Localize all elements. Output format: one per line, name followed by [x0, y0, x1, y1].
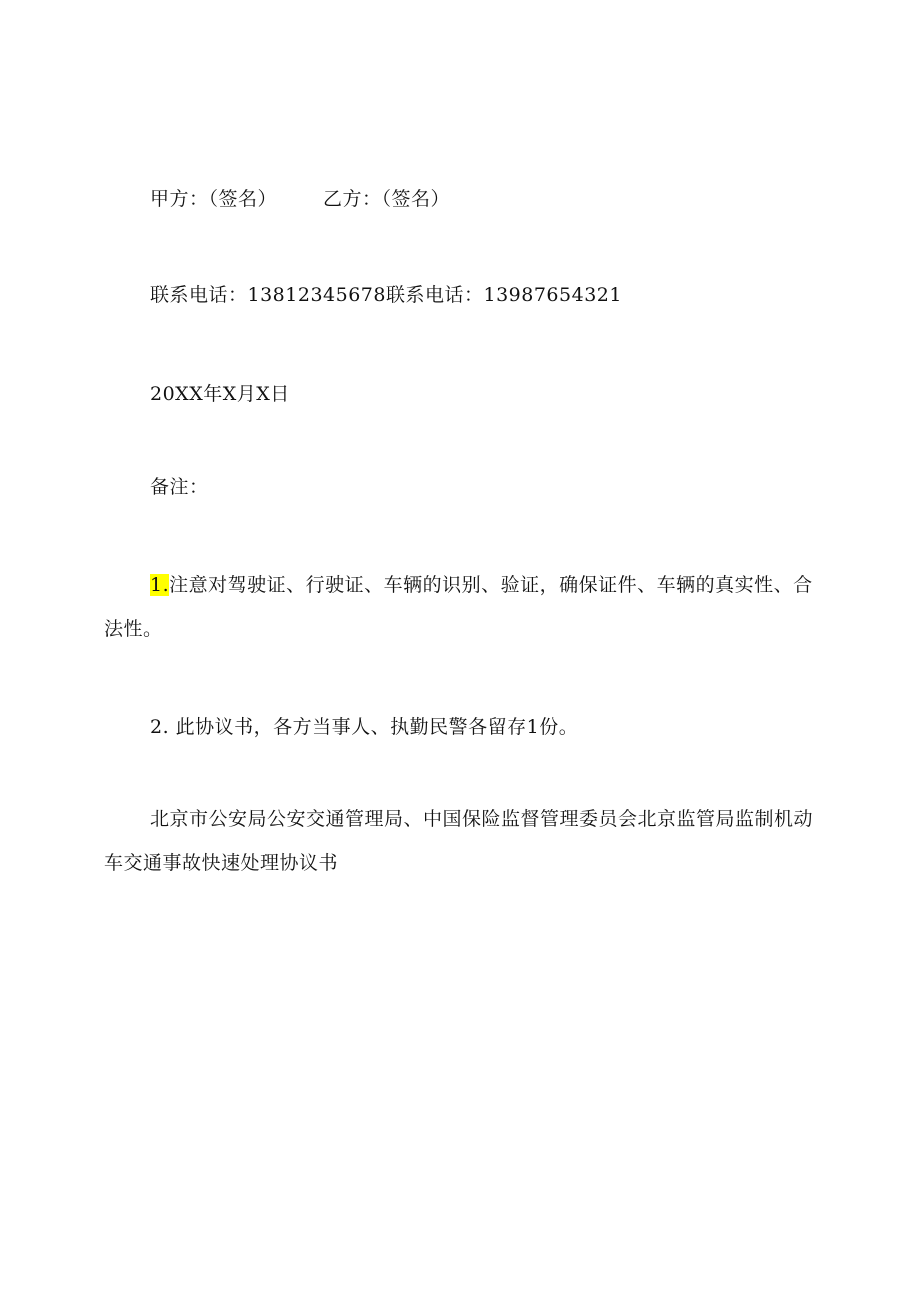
note-item-1-number: 1.: [150, 574, 170, 596]
signature-line: [150, 181, 450, 217]
footer-text: 北京市公安局公安交通管理局、中国保险监督管理委员会北京监管局监制机动车交通事故快速处理协议书: [104, 808, 814, 874]
note-item-1-text: 注意对驾驶证、行驶证、车辆的识别、验证，确保证件、车辆的真实性、合法性。: [104, 574, 813, 640]
party-a-phone: 联系电话：13812345678: [150, 284, 386, 306]
date-line: 20XX年X月X日: [150, 383, 290, 405]
note-item-1: [104, 563, 824, 651]
party-b-signature: 乙方：（签名）: [323, 188, 451, 210]
party-b-phone: 联系电话：13987654321: [385, 284, 622, 306]
notes-heading: 备注：: [150, 476, 209, 498]
contact-line: [150, 277, 622, 313]
note-item-2: 2. 此协议书，各方当事人、执勤民警各留存1份。: [150, 716, 579, 738]
party-a-signature: 甲方：（签名）: [150, 188, 278, 210]
